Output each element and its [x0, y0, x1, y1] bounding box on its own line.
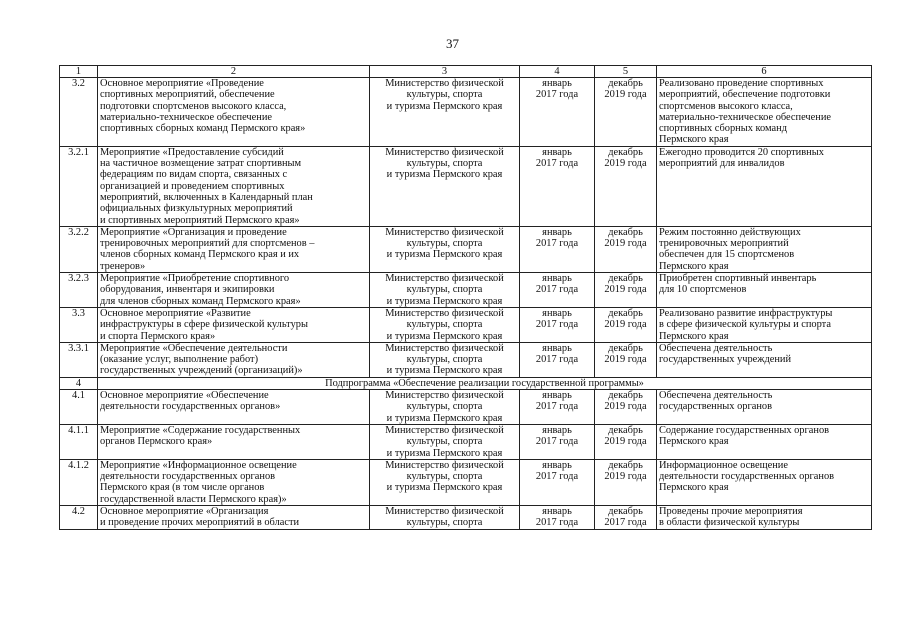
- expected-result-cell: Информационное освещение деятельности государственных органов Пермского края: [657, 459, 872, 505]
- activity-name-cell: Основное мероприятие «Организация и проведение прочих мероприятий в области: [98, 505, 370, 529]
- table-header-row: [60, 66, 872, 78]
- activity-name-cell: Мероприятие «Предоставление субсидий на частичное возмещение затрат спортивным федерациям по видам спорта, связанных с организацией и проведением спортивных мероприятий, включенных в Календарный план официальных физкультурных мероприятий и спортивных мероприятий Пермского края»: [98, 146, 370, 226]
- row-number-cell: 3.3.1: [60, 342, 98, 377]
- start-date-cell: январь 2017 года: [520, 390, 595, 425]
- column-header: 6: [657, 66, 872, 78]
- row-number-cell: 4.1.2: [60, 459, 98, 505]
- start-date-cell: январь 2017 года: [520, 146, 595, 226]
- expected-result-cell: Реализовано развитие инфраструктуры в сфере физической культуры и спорта Пермского края: [657, 307, 872, 342]
- activity-name-cell: Мероприятие «Организация и проведение тренировочных мероприятий для спортсменов – членов сборных команд Пермского края и их тренеров»: [98, 226, 370, 272]
- executor-cell: Министерство физической культуры, спорта и туризма Пермского края: [370, 226, 520, 272]
- row-number-cell: 3.2.1: [60, 146, 98, 226]
- executor-cell: Министерство физической культуры, спорта и туризма Пермского края: [370, 307, 520, 342]
- table-row: [60, 146, 872, 226]
- executor-cell: Министерство физической культуры, спорта и туризма Пермского края: [370, 342, 520, 377]
- start-date-cell: январь 2017 года: [520, 226, 595, 272]
- executor-cell: Министерство физической культуры, спорта и туризма Пермского края: [370, 459, 520, 505]
- activity-name-cell: Мероприятие «Информационное освещение деятельности государственных органов Пермского края (в том числе органов государственной власти Пермского края)»: [98, 459, 370, 505]
- table-body: [60, 66, 872, 530]
- activity-name-cell: Мероприятие «Обеспечение деятельности (оказание услуг, выполнение работ) государственных учреждений (организаций)»: [98, 342, 370, 377]
- row-number-cell: 4.1: [60, 390, 98, 425]
- activity-name-cell: Мероприятие «Приобретение спортивного оборудования, инвентаря и экипировки для членов сборных команд Пермского края»: [98, 273, 370, 308]
- activity-name-cell: Основное мероприятие «Обеспечение деятельности государственных органов»: [98, 390, 370, 425]
- column-header: 2: [98, 66, 370, 78]
- end-date-cell: декабрь 2019 года: [595, 273, 657, 308]
- end-date-cell: декабрь 2019 года: [595, 78, 657, 147]
- start-date-cell: январь 2017 года: [520, 78, 595, 147]
- start-date-cell: январь 2017 года: [520, 459, 595, 505]
- column-header: 1: [60, 66, 98, 78]
- row-number-cell: 4: [60, 377, 98, 389]
- end-date-cell: декабрь 2017 года: [595, 505, 657, 529]
- expected-result-cell: Содержание государственных органов Пермского края: [657, 424, 872, 459]
- row-number-cell: 3.2: [60, 78, 98, 147]
- end-date-cell: декабрь 2019 года: [595, 390, 657, 425]
- activity-name-cell: Основное мероприятие «Развитие инфраструктуры в сфере физической культуры и спорта Пермского края»: [98, 307, 370, 342]
- table-row: [60, 342, 872, 377]
- row-number-cell: 4.2: [60, 505, 98, 529]
- expected-result-cell: Режим постоянно действующих тренировочных мероприятий обеспечен для 15 спортсменов Пермского края: [657, 226, 872, 272]
- program-table: [59, 65, 872, 530]
- table-row: [60, 78, 872, 147]
- table-row: [60, 505, 872, 529]
- start-date-cell: январь 2017 года: [520, 307, 595, 342]
- expected-result-cell: Проведены прочие мероприятия в области физической культуры: [657, 505, 872, 529]
- start-date-cell: январь 2017 года: [520, 342, 595, 377]
- table-row: [60, 226, 872, 272]
- start-date-cell: январь 2017 года: [520, 505, 595, 529]
- end-date-cell: декабрь 2019 года: [595, 307, 657, 342]
- table-row: [60, 307, 872, 342]
- column-header: 3: [370, 66, 520, 78]
- row-number-cell: 3.2.2: [60, 226, 98, 272]
- expected-result-cell: Реализовано проведение спортивных мероприятий, обеспечение подготовки спортсменов высокого класса, материально-техническое обеспечение спортивных сборных команд Пермского края: [657, 78, 872, 147]
- executor-cell: Министерство физической культуры, спорта и туризма Пермского края: [370, 424, 520, 459]
- executor-cell: Министерство физической культуры, спорта и туризма Пермского края: [370, 78, 520, 147]
- activity-name-cell: Мероприятие «Содержание государственных органов Пермского края»: [98, 424, 370, 459]
- table-row: [60, 424, 872, 459]
- expected-result-cell: Ежегодно проводится 20 спортивных мероприятий для инвалидов: [657, 146, 872, 226]
- executor-cell: Министерство физической культуры, спорта и туризма Пермского края: [370, 273, 520, 308]
- row-number-cell: 3.3: [60, 307, 98, 342]
- start-date-cell: январь 2017 года: [520, 273, 595, 308]
- subprogram-title-cell: Подпрограмма «Обеспечение реализации государственной программы»: [98, 377, 872, 389]
- table-row: [60, 459, 872, 505]
- executor-cell: Министерство физической культуры, спорта и туризма Пермского края: [370, 390, 520, 425]
- activity-name-cell: Основное мероприятие «Проведение спортивных мероприятий, обеспечение подготовки спортсменов высокого класса, материально-техническое обеспечение спортивных сборных команд Пермского края»: [98, 78, 370, 147]
- expected-result-cell: Обеспечена деятельность государственных органов: [657, 390, 872, 425]
- end-date-cell: декабрь 2019 года: [595, 424, 657, 459]
- end-date-cell: декабрь 2019 года: [595, 226, 657, 272]
- column-header: 4: [520, 66, 595, 78]
- end-date-cell: декабрь 2019 года: [595, 459, 657, 505]
- end-date-cell: декабрь 2019 года: [595, 146, 657, 226]
- column-header: 5: [595, 66, 657, 78]
- table-row: [60, 390, 872, 425]
- start-date-cell: январь 2017 года: [520, 424, 595, 459]
- row-number-cell: 3.2.3: [60, 273, 98, 308]
- subprogram-row: [60, 377, 872, 389]
- end-date-cell: декабрь 2019 года: [595, 342, 657, 377]
- page-number: 37: [446, 36, 459, 51]
- row-number-cell: 4.1.1: [60, 424, 98, 459]
- expected-result-cell: Обеспечена деятельность государственных учреждений: [657, 342, 872, 377]
- executor-cell: Министерство физической культуры, спорта и туризма Пермского края: [370, 146, 520, 226]
- expected-result-cell: Приобретен спортивный инвентарь для 10 спортсменов: [657, 273, 872, 308]
- executor-cell: Министерство физической культуры, спорта: [370, 505, 520, 529]
- table-row: [60, 273, 872, 308]
